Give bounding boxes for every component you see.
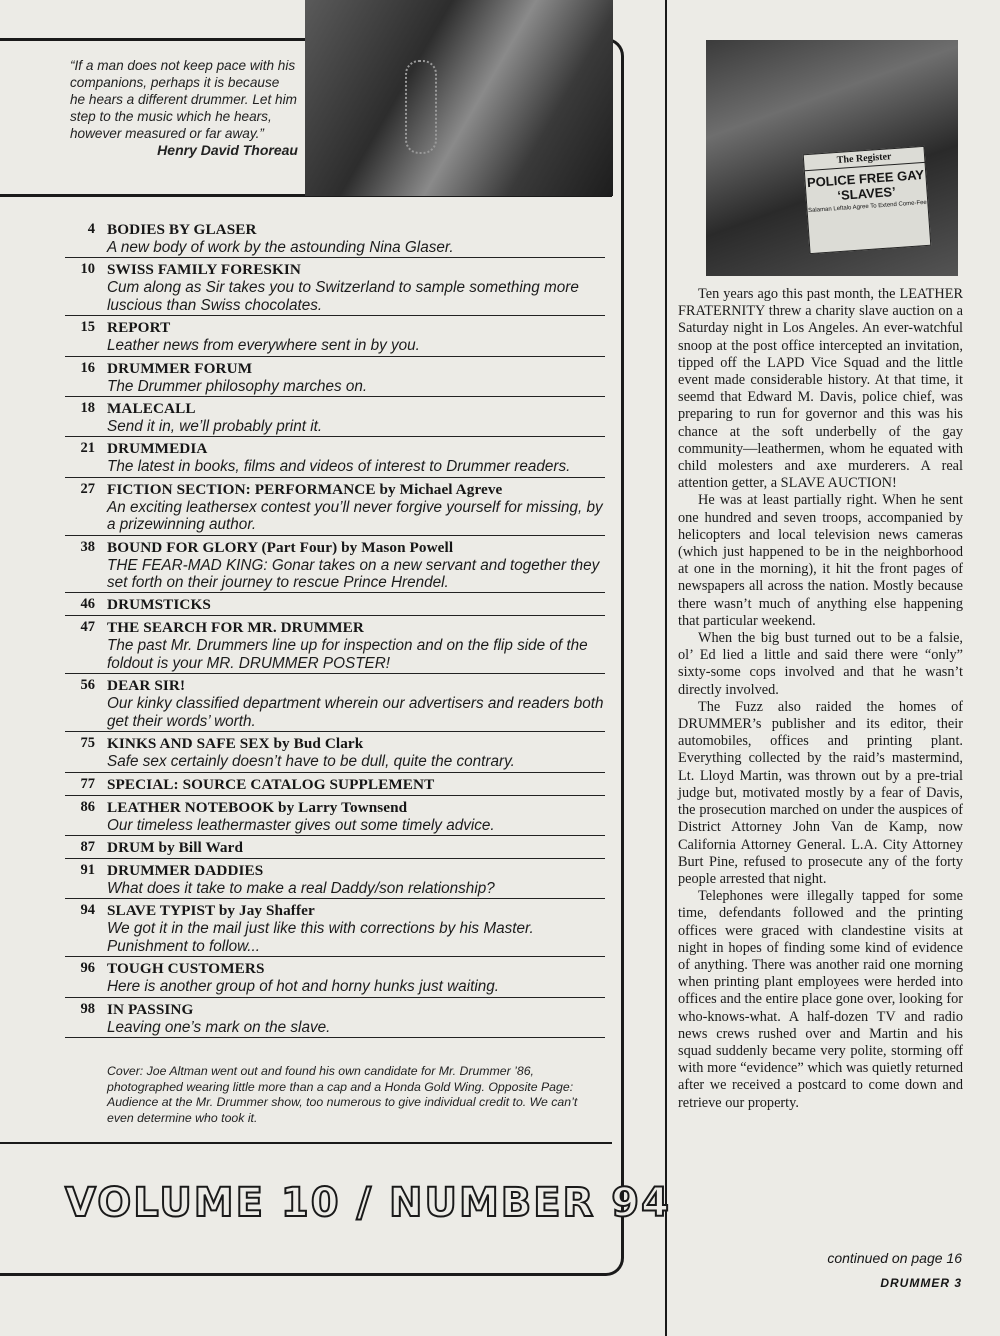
toc-entry — [65, 260, 605, 316]
toc-description: Here is another group of hot and horny hunks just waiting. — [107, 978, 500, 996]
toc-page-number: 77 — [80, 775, 95, 792]
toc-title: SLAVE TYPIST by Jay Shaffer — [107, 902, 315, 920]
toc-title: SPECIAL: SOURCE CATALOG SUPPLEMENT — [107, 775, 435, 793]
toc-page-number: 87 — [80, 838, 95, 855]
toc-entry — [65, 480, 605, 536]
toc-title: LEATHER NOTEBOOK by Larry Townsend — [107, 798, 408, 816]
toc-page-number: 75 — [80, 735, 95, 752]
toc-entry — [65, 538, 605, 594]
toc-title: DRUMMEDIA — [107, 440, 208, 458]
toc-title: TOUGH CUSTOMERS — [107, 960, 265, 978]
toc-description: Leather news from everywhere sent in by you. — [107, 337, 420, 355]
toc-page-number: 18 — [80, 400, 95, 417]
toc-title: KINKS AND SAFE SEX by Bud Clark — [107, 735, 364, 753]
article-paragraph: Ten years ago this past month, the LEATHER FRATERNITY threw a charity slave auction on a Saturday night in Los Angeles. An ever-watchful snoop at the post office intercepted an invitation, tipped off the LAPD Vice Squad and the little event made considerable history. At that time, it seemd that Edward M. Davis, police chief, was preparing to run for governor and this was his chance at the soft underbelly of the gay community—leathermen, whom he equated with child molesters and axe murderers. A real attention getter, a SLAVE AUCTION! — [678, 286, 963, 492]
toc-page-number: 27 — [80, 480, 95, 497]
toc-description: Leaving one’s mark on the slave. — [107, 1018, 331, 1036]
article-paragraph: The Fuzz also raided the homes of DRUMMER’s publisher and its editor, their automobiles, offices and printing plant. Everything collected by the raid’s mastermind, Lt. Lloyd Martin, was thrown out by a pre-trial judge but, motivated mostly by a fear of Davis, the prosecution marched on under the auspices of District Attorney John Van de Kamp, now California Attorney General. L.A. City Attorney Burt Pine, refused to prosecute any of the forty people arrested that night. — [678, 698, 963, 887]
toc-entry — [65, 861, 605, 899]
toc-title: THE SEARCH FOR MR. DRUMMER — [107, 619, 364, 637]
toc-page-number: 46 — [80, 596, 95, 613]
toc-page-number: 94 — [80, 902, 95, 919]
toc-page-number: 98 — [80, 1000, 95, 1017]
column-divider — [665, 0, 667, 1336]
editorial-article — [678, 286, 963, 1112]
toc-description: The Drummer philosophy marches on. — [107, 377, 368, 395]
newspaper-subhead: Salaman Leftalo Agree To Extend Come-Fee — [807, 199, 928, 215]
article-paragraph: When the big bust turned out to be a falsie, ol’ Ed lied a little and said there were “only” sixty-some cops involved and that he wasn’t directly involved. — [678, 630, 963, 698]
toc-page-number: 56 — [80, 677, 95, 694]
toc-page-number: 91 — [80, 861, 95, 878]
toc-description: Our timeless leathermaster gives out some timely advice. — [107, 816, 495, 834]
toc-entry — [65, 318, 605, 356]
toc-title: BODIES BY GLASER — [107, 221, 257, 238]
toc-page-number: 15 — [80, 319, 95, 336]
table-of-contents — [65, 220, 605, 1040]
quote-author: Henry David Thoreau — [157, 142, 298, 158]
quote-text: “If a man does not keep pace with his companions, perhaps it is because he hears a different drummer. Let him step to the music which he hears, however measured or far away.” — [70, 58, 297, 141]
toc-description: The past Mr. Drummers line up for inspection and on the flip side of the foldout is your MR. DRUMMER POSTER! — [107, 637, 588, 672]
toc-entry — [65, 959, 605, 997]
toc-page-number: 96 — [80, 960, 95, 977]
toc-page-number: 86 — [80, 798, 95, 815]
page-folio: DRUMMER 3 — [880, 1276, 962, 1290]
toc-description: Our kinky classified department wherein our advertisers and readers both get their words’ worth. — [107, 695, 604, 730]
thoreau-quote — [70, 57, 298, 159]
header-photo — [305, 0, 613, 196]
toc-title: DRUMMER FORUM — [107, 359, 253, 377]
toc-page-number: 47 — [80, 619, 95, 636]
toc-description: What does it take to make a real Daddy/son relationship? — [107, 879, 495, 897]
toc-description: We got it in the mail just like this with corrections by his Master. Punishment to follow... — [107, 920, 534, 955]
toc-page-number: 10 — [80, 261, 95, 278]
toc-entry — [65, 220, 605, 258]
toc-entry — [65, 775, 605, 796]
toc-page-number: 16 — [80, 359, 95, 376]
toc-page-number: 4 — [87, 221, 95, 237]
toc-description: The latest in books, films and videos of interest to Drummer readers. — [107, 458, 571, 476]
volume-number: VOLUME 10 / NUMBER 94 — [65, 1180, 671, 1226]
toc-entry — [65, 676, 605, 732]
toc-page-number: 38 — [80, 538, 95, 555]
volume-box-rule — [0, 1142, 612, 1144]
toc-entry — [65, 901, 605, 957]
toc-entry — [65, 798, 605, 836]
article-paragraph: Telephones were illegally tapped for some time, defendants followed and the printing offices were graced with clandestine visits at night in hopes of finding some kind of evidence of anything. There was another raid one morning when printing plant employees were herded into offices and the entire place gone over, looking for who-knows-what. A half-dozen TV and radio news crews rushed over and Martin and his squad suddenly became very polite, storming off with more “evidence” which was quietly returned after we received a postcard to come down and retrieve our property. — [678, 888, 963, 1111]
toc-title: DRUMSTICKS — [107, 596, 211, 614]
toc-title: DRUM by Bill Ward — [107, 838, 244, 856]
toc-title: IN PASSING — [107, 1000, 194, 1018]
toc-description: An exciting leathersex contest you’ll never forgive yourself for missing, by a prizewinning author. — [107, 498, 603, 534]
toc-entry — [65, 1000, 605, 1038]
newspaper — [803, 146, 932, 254]
toc-title: SWISS FAMILY FORESKIN — [107, 261, 301, 279]
toc-entry — [65, 838, 605, 859]
toc-entry — [65, 595, 605, 616]
toc-title: MALECALL — [107, 400, 196, 418]
toc-description: Safe sex certainly doesn’t have to be dull, quite the contrary. — [107, 753, 515, 771]
toc-entry — [65, 439, 605, 477]
toc-entry — [65, 399, 605, 437]
toc-description: THE FEAR-MAD KING: Gonar takes on a new servant and together they set forth on their journey to rescue Prince Hrendel. — [107, 556, 600, 592]
toc-entry — [65, 734, 605, 772]
toc-entry — [65, 359, 605, 397]
newspaper-headline: POLICE FREE GAY ‘SLAVES’ — [806, 166, 925, 204]
cover-credit: Cover: Joe Altman went out and found his own candidate for Mr. Drummer ’86, photographed wearing little more than a cap and a Honda Gold Wing. Opposite Page: Audience at the Mr. Drummer show, too numerous to give individual credit to. We can’t even determine who took it. — [107, 1064, 578, 1125]
toc-description: Send it in, we’ll probably print it. — [107, 418, 323, 436]
chain-detail — [405, 60, 437, 154]
toc-entry — [65, 618, 605, 674]
toc-title: DEAR SIR! — [107, 677, 186, 695]
article-photo — [706, 40, 958, 276]
article-paragraph: He was at least partially right. When he sent one hundred and seven troops, accompanied by helicopters and local television news cameras (which just happened to be in the neighborhood at one in the morning), it hit the front pages of newspapers all across the nation. Mostly because there wasn’t much of anything else happening that particular weekend. — [678, 492, 963, 629]
toc-title: REPORT — [107, 319, 171, 337]
toc-title: FICTION SECTION: PERFORMANCE by Michael Agreve — [107, 480, 503, 498]
continued-note: continued on page 16 — [827, 1250, 962, 1266]
toc-description: Cum along as Sir takes you to Switzerland to sample something more luscious than Swiss chocolates. — [107, 279, 579, 314]
toc-title: DRUMMER DADDIES — [107, 861, 264, 879]
toc-description: A new body of work by the astounding Nina Glaser. — [107, 239, 454, 256]
newspaper-masthead: The Register — [804, 147, 925, 171]
toc-title: BOUND FOR GLORY (Part Four) by Mason Powell — [107, 538, 454, 556]
toc-page-number: 21 — [80, 440, 95, 457]
